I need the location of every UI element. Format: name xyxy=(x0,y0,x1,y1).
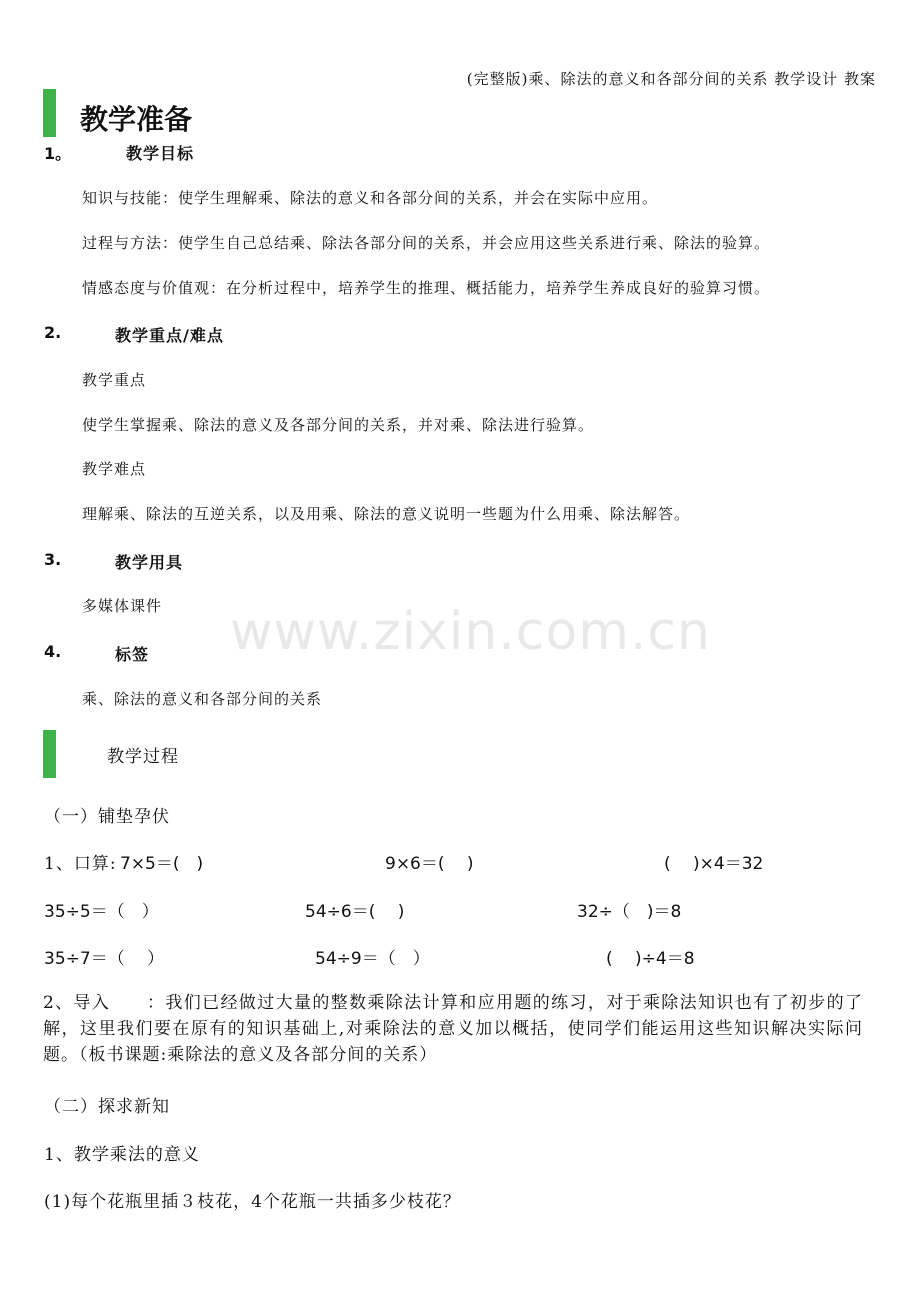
exercise: ( )÷4＝8 xyxy=(606,949,695,969)
section-title-tools: 教学用具 xyxy=(115,553,184,572)
item1-heading: 1、教学乘法的意义 xyxy=(44,1145,200,1165)
question1: (1)每个花瓶里插３枝花，4个花瓶一共插多少枝花？ xyxy=(44,1192,461,1212)
section-number: 4. xyxy=(44,642,62,661)
intro-paragraph: 2、导入 ：我们已经做过大量的整数乘除法计算和应用题的练习，对于乘除法知识也有了初步的了解，这里我们要在原有的知识基础上,对乘除法的意义加以概括，使同学们能运用这些知识解决实际问题。（板书课题:乘除法的意义及各部分间的关系） xyxy=(43,993,863,1065)
exercise: 35÷5＝（ ） xyxy=(44,902,159,922)
watermark: www.zixin.com.cn xyxy=(230,602,711,662)
key-point-text: 使学生掌握乘、除法的意义及各部分间的关系，并对乘、除法进行验算。 xyxy=(82,416,595,434)
exercise: ( )×4＝32 xyxy=(664,854,764,874)
oral-label: 1、口算: xyxy=(44,854,117,874)
difficulty-text: 理解乘、除法的互逆关系，以及用乘、除法的意义说明一些题为什么用乘、除法解答。 xyxy=(82,505,691,523)
exercise: 9×6＝( ) xyxy=(385,854,474,874)
goal-attitude: 情感态度与价值观：在分析过程中，培养学生的推理、概括能力，培养学生养成良好的验算习惯。 xyxy=(82,279,771,297)
section-accent-bar xyxy=(43,89,56,137)
section-title-goals: 教学目标 xyxy=(126,144,195,163)
process-title: 教学过程 xyxy=(107,747,179,767)
tag-text: 乘、除法的意义和各部分间的关系 xyxy=(82,690,323,708)
goal-process: 过程与方法：使学生自己总结乘、除法各部分间的关系，并会应用这些关系进行乘、除法的验算。 xyxy=(82,234,771,252)
exercise: 54÷9＝（ ） xyxy=(315,949,430,969)
exercise: 32÷（ )＝8 xyxy=(577,902,682,922)
part1-heading: （一）铺垫孕伏 xyxy=(44,807,170,827)
document-header: (完整版)乘、除法的意义和各部分间的关系 教学设计 教案 xyxy=(466,70,876,88)
exercise: 7×5＝( ) xyxy=(120,854,204,874)
key-point-label: 教学重点 xyxy=(82,371,147,389)
section-accent-bar xyxy=(43,730,56,778)
part2-heading: （二）探求新知 xyxy=(44,1097,170,1117)
difficulty-label: 教学难点 xyxy=(82,460,147,478)
section-number: 2. xyxy=(44,323,62,342)
section-number: 3. xyxy=(44,550,62,569)
section-title-tag: 标签 xyxy=(115,645,150,664)
prep-title: 教学准备 xyxy=(80,103,193,136)
section-number: 1。 xyxy=(44,144,72,163)
exercise: 35÷7＝（ ） xyxy=(44,949,165,969)
tools-text: 多媒体课件 xyxy=(82,597,163,615)
section-title-key-points: 教学重点/难点 xyxy=(115,326,224,345)
goal-knowledge: 知识与技能：使学生理解乘、除法的意义和各部分间的关系，并会在实际中应用。 xyxy=(82,189,659,207)
exercise: 54÷6＝( ) xyxy=(305,902,405,922)
